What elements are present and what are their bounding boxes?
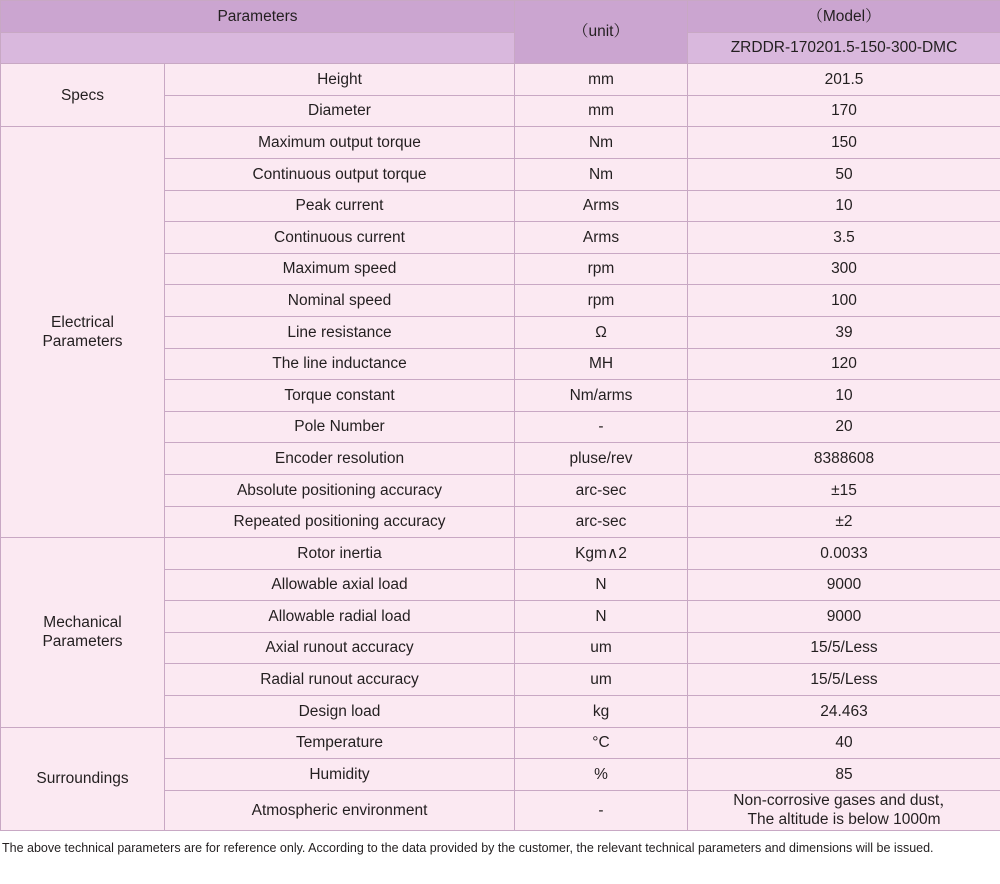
param-label: Height: [165, 64, 515, 96]
param-unit: mm: [515, 64, 688, 96]
param-label: Allowable axial load: [165, 569, 515, 601]
param-unit: rpm: [515, 285, 688, 317]
param-label: Maximum speed: [165, 253, 515, 285]
param-unit: Nm: [515, 158, 688, 190]
group-label-surroundings: Surroundings: [1, 727, 165, 830]
table-subheader-row: [1, 32, 1000, 64]
param-value: 20: [688, 411, 1000, 443]
param-unit: pluse/rev: [515, 443, 688, 475]
param-value: 8388608: [688, 443, 1000, 475]
param-unit: -: [515, 411, 688, 443]
param-label: Axial runout accuracy: [165, 632, 515, 664]
param-label: Rotor inertia: [165, 538, 515, 570]
table-row: [1, 538, 1000, 570]
group-label-electrical-parameters: [1, 127, 165, 538]
param-label: Diameter: [165, 95, 515, 127]
param-value: 150: [688, 127, 1000, 159]
param-value: [688, 790, 1000, 830]
param-label: Continuous output torque: [165, 158, 515, 190]
param-label: Radial runout accuracy: [165, 664, 515, 696]
param-unit: um: [515, 632, 688, 664]
param-unit: rpm: [515, 253, 688, 285]
param-unit: kg: [515, 696, 688, 728]
param-unit: °C: [515, 727, 688, 759]
param-label: Torque constant: [165, 380, 515, 412]
header-model-code: ZRDDR-170201.5-150-300-DMC: [688, 32, 1000, 64]
param-unit: %: [515, 759, 688, 791]
param-label: Peak current: [165, 190, 515, 222]
param-value: ±2: [688, 506, 1000, 538]
group-label-specs: Specs: [1, 64, 165, 127]
param-value: 201.5: [688, 64, 1000, 96]
param-unit: mm: [515, 95, 688, 127]
param-unit: Arms: [515, 190, 688, 222]
param-label: Nominal speed: [165, 285, 515, 317]
param-unit: Nm: [515, 127, 688, 159]
table-row: [1, 64, 1000, 96]
param-value: 10: [688, 380, 1000, 412]
param-value: 85: [688, 759, 1000, 791]
param-value: 15/5/Less: [688, 632, 1000, 664]
param-unit: Ω: [515, 316, 688, 348]
param-unit: um: [515, 664, 688, 696]
param-unit: N: [515, 601, 688, 633]
param-label: Continuous current: [165, 222, 515, 254]
param-label: Humidity: [165, 759, 515, 791]
param-unit: Kgm∧2: [515, 538, 688, 570]
param-unit: N: [515, 569, 688, 601]
group-label-line1: Electrical: [51, 313, 114, 331]
param-value: 120: [688, 348, 1000, 380]
param-value: 39: [688, 316, 1000, 348]
param-unit: -: [515, 790, 688, 830]
param-value: 9000: [688, 601, 1000, 633]
param-value: 100: [688, 285, 1000, 317]
param-unit: Nm/arms: [515, 380, 688, 412]
table-row: [1, 127, 1000, 159]
param-unit: arc-sec: [515, 506, 688, 538]
table-header-row: [1, 1, 1000, 33]
param-value: 50: [688, 158, 1000, 190]
param-label: Line resistance: [165, 316, 515, 348]
param-value: 170: [688, 95, 1000, 127]
param-label: Repeated positioning accuracy: [165, 506, 515, 538]
header-parameters: Parameters: [1, 1, 515, 33]
param-value: 3.5: [688, 222, 1000, 254]
param-value: ±15: [688, 474, 1000, 506]
param-value: 0.0033: [688, 538, 1000, 570]
table-row: [1, 727, 1000, 759]
group-label-line2: Parameters: [42, 333, 123, 351]
param-label: Allowable radial load: [165, 601, 515, 633]
param-label: Temperature: [165, 727, 515, 759]
param-unit: Arms: [515, 222, 688, 254]
param-label: Pole Number: [165, 411, 515, 443]
param-label: The line inductance: [165, 348, 515, 380]
header-spacer: [1, 32, 515, 64]
param-value: 40: [688, 727, 1000, 759]
param-value: 15/5/Less: [688, 664, 1000, 696]
param-value: 9000: [688, 569, 1000, 601]
group-label-line2: Parameters: [42, 633, 123, 651]
param-value-line1: Non-corrosive gases and dust，: [733, 791, 955, 809]
param-unit: MH: [515, 348, 688, 380]
header-model-title: （Model）: [688, 1, 1000, 33]
param-value: 24.463: [688, 696, 1000, 728]
param-value-line2: The altitude is below 1000m: [747, 811, 941, 829]
footnote: The above technical parameters are for reference only. According to the data provided by the customer, the relevant technical parameters and dimensions will be issued.: [2, 840, 934, 855]
group-label-line1: Mechanical: [43, 614, 122, 631]
param-label: Encoder resolution: [165, 443, 515, 475]
header-unit: （unit）: [515, 1, 688, 64]
param-label: Design load: [165, 696, 515, 728]
param-value: 300: [688, 253, 1000, 285]
param-value: 10: [688, 190, 1000, 222]
group-label-mechanical-parameters: [1, 538, 165, 728]
param-unit: arc-sec: [515, 474, 688, 506]
param-label: Atmospheric environment: [165, 790, 515, 830]
param-label: Absolute positioning accuracy: [165, 474, 515, 506]
param-label: Maximum output torque: [165, 127, 515, 159]
